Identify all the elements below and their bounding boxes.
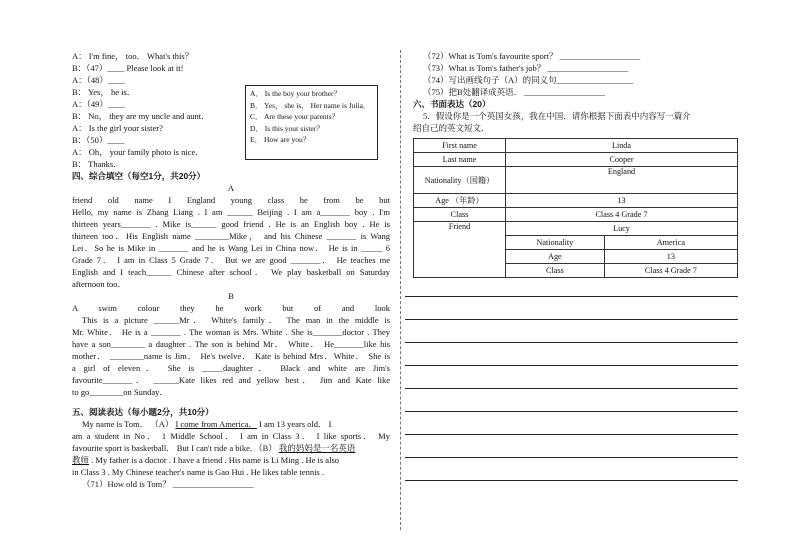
section-5-title: 五、阅读表达（每小题2分，共10分） xyxy=(72,407,214,417)
writing-line[interactable] xyxy=(405,296,738,297)
passage-text: . My father is a doctor . I have a friend . His name is Li Ming . He is also xyxy=(91,455,339,465)
dialogue-line: B： Thanks． xyxy=(72,159,122,169)
question-73: （73）What is Tom's father's job？ ___________________ xyxy=(423,63,629,73)
section-6-title: 六、书面表达（20） xyxy=(413,99,491,109)
dialogue-line: B： No， they are my uncle and aunt． xyxy=(72,111,210,121)
dialogue-line: A： Is the girl your sister? xyxy=(72,123,163,133)
table-row xyxy=(506,222,737,236)
passage-line xyxy=(72,442,390,454)
table-row xyxy=(506,236,737,250)
dialogue-line: A：（49）____ xyxy=(72,99,125,109)
options-box xyxy=(245,85,378,160)
table-value: England xyxy=(506,167,738,194)
table-value: Class 4 Grade 7 xyxy=(506,208,738,222)
table-value: America xyxy=(604,236,737,250)
passage-line: thirteen years_______ . Mike is______ good friend . He is an English boy . He is xyxy=(72,219,390,229)
option-item: B． Yes， she is． Her name is Julia． xyxy=(250,100,371,110)
passage-line xyxy=(72,454,390,466)
question-74: （74）写出画线句子（A）的同义句__________________ xyxy=(423,75,634,85)
passage-line: in Class 3 . My Chinese teacher's name is Gao Hui . He likes table tennis . xyxy=(72,467,324,477)
writing-line[interactable] xyxy=(405,434,738,435)
writing-prompt: 5．假设你是一个英国女孩，我在中国．请你根据下面表中内容写一篇介 xyxy=(423,111,691,121)
option-item: C． Are these your parents？ xyxy=(250,112,340,121)
question-75: （75）把B处翻译成英语． ___________________ xyxy=(423,87,606,97)
passage-b xyxy=(72,314,390,398)
spacer xyxy=(72,398,390,406)
passage-line xyxy=(72,418,390,430)
writing-line[interactable] xyxy=(405,480,738,481)
underlined-sentence-a: I come from America． xyxy=(175,419,257,429)
table-label: Class xyxy=(545,266,564,275)
passage-line: Mr. White． He is a _______ . The woman is Mrs. White . She is_______doctor . They xyxy=(72,327,390,337)
option-item: D． Is this your sister？ xyxy=(250,123,324,133)
writing-line[interactable] xyxy=(405,388,738,389)
friend-cell xyxy=(506,222,738,278)
table-row xyxy=(414,167,738,194)
friend-name: Lucy xyxy=(506,222,737,236)
table-row xyxy=(414,208,738,222)
passage-line: mother． ________name is Jim． He's twelve． Kate is behind Mrs．White． She is xyxy=(72,351,390,361)
info-table xyxy=(413,138,738,278)
option-item: A． Is the boy your brother？ xyxy=(250,89,342,98)
table-row xyxy=(414,222,738,278)
table-row xyxy=(414,194,738,208)
passage-line: Grade 7． I am in Class 5 Grade 7． But we are good _______． He teaches me xyxy=(72,255,390,265)
friend-table xyxy=(506,222,737,277)
table-row xyxy=(414,139,738,153)
table-value: Cooper xyxy=(506,153,738,167)
section-4-title: 四、综合填空（每空1分，共20分） xyxy=(72,171,206,181)
passage-text: My name is Tom． （A） xyxy=(82,419,174,429)
table-label: Nationality xyxy=(506,236,604,250)
page-divider xyxy=(400,50,401,530)
reading-passage xyxy=(72,418,390,490)
dialogue-line: B：（47）____ Please look at it! xyxy=(72,63,184,73)
writing-line[interactable] xyxy=(405,365,738,366)
writing-line[interactable] xyxy=(405,342,738,343)
passage-text: I am 13 years old． I xyxy=(259,419,332,429)
passage-line: to go________on Sunday． xyxy=(72,387,168,397)
question-72: （72）What is Tom's favourite sport？ ___________________ xyxy=(423,51,641,61)
dialogue-line: B：（50）____ xyxy=(72,135,125,145)
passage-line: Hello, my name is Zhang Liang . I am ______ Beijing . I am a_______ boy . I'm xyxy=(72,207,390,217)
dialogue-line: A： I'm fine， too． What's this？ xyxy=(72,51,194,61)
table-label: Class xyxy=(414,208,506,222)
table-row xyxy=(506,264,737,278)
table-row xyxy=(506,250,737,264)
table-value: Linda xyxy=(506,139,738,153)
writing-line[interactable] xyxy=(405,319,738,320)
dialogue-line: A： Oh， your family photo is nice． xyxy=(72,147,204,157)
underlined-sentence-b-cont: 教师 xyxy=(72,455,90,465)
passage-text: favourite sport is basketball． But I can't ride a bike．（B） xyxy=(72,443,277,453)
passage-b-label: B xyxy=(228,291,234,301)
writing-line[interactable] xyxy=(405,457,738,458)
table-value: Class 4 Grade 7 xyxy=(604,264,737,278)
table-value: 13 xyxy=(604,250,737,264)
passage-a-word-bank: friend old name I England young class he from be but xyxy=(72,195,390,205)
table-label: Last name xyxy=(414,153,506,167)
table-label: Age xyxy=(506,250,604,264)
passage-a-label: A xyxy=(227,183,235,193)
passage-line: have a son________ a daughter . The son is behind Mr． White． He_______like his xyxy=(72,339,390,349)
option-item: E． How are you？ xyxy=(250,135,311,144)
table-label: Friend xyxy=(414,222,506,278)
table-label: First name xyxy=(414,139,506,153)
table-row xyxy=(414,153,738,167)
passage-line: Lei．So he is Mike in _______ and he is Wang Lei in China now． He is in _____ 6 xyxy=(72,243,390,253)
dialogue-line: A：（48）____ xyxy=(72,75,125,85)
passage-line: This is a picture ______Mr． White's family． The man in the middle is xyxy=(82,315,390,325)
table-label: Age （年龄） xyxy=(414,194,506,208)
dialogue-line: B： Yes， he is． xyxy=(72,87,136,97)
passage-line: thirteen too．His English name ________Mike， and his Chinese _______ is Wang xyxy=(72,231,390,241)
right-column xyxy=(413,50,741,134)
table-label: Nationality（国籍） xyxy=(414,167,506,194)
question-71: （71）How old is Tom？ ___________________ xyxy=(82,479,254,489)
passage-line: afternoon too． xyxy=(72,279,127,289)
writing-prompt-cont: 绍自己的英文短文． xyxy=(413,123,490,133)
passage-line: English and I teach______ Chinese after school． We play basketball on Saturday xyxy=(72,267,390,277)
passage-line: am a student in No． 1 Middle School． I am in Class 3． I like sports． My xyxy=(72,431,390,441)
passage-line: favourite_______． ______Kate likes red and yellow best． Jim and Kate like xyxy=(72,375,390,385)
underlined-sentence-b: 我的妈妈是一名英语 xyxy=(278,443,356,453)
passage-b-word-bank: A swim colour they he work but of and look xyxy=(72,303,390,313)
passage-a xyxy=(72,206,390,290)
passage-line: a girl of eleven． She is _____daughter． Black and white are Jim's xyxy=(72,363,390,373)
writing-line[interactable] xyxy=(405,411,738,412)
table-value: 13 xyxy=(506,194,738,208)
